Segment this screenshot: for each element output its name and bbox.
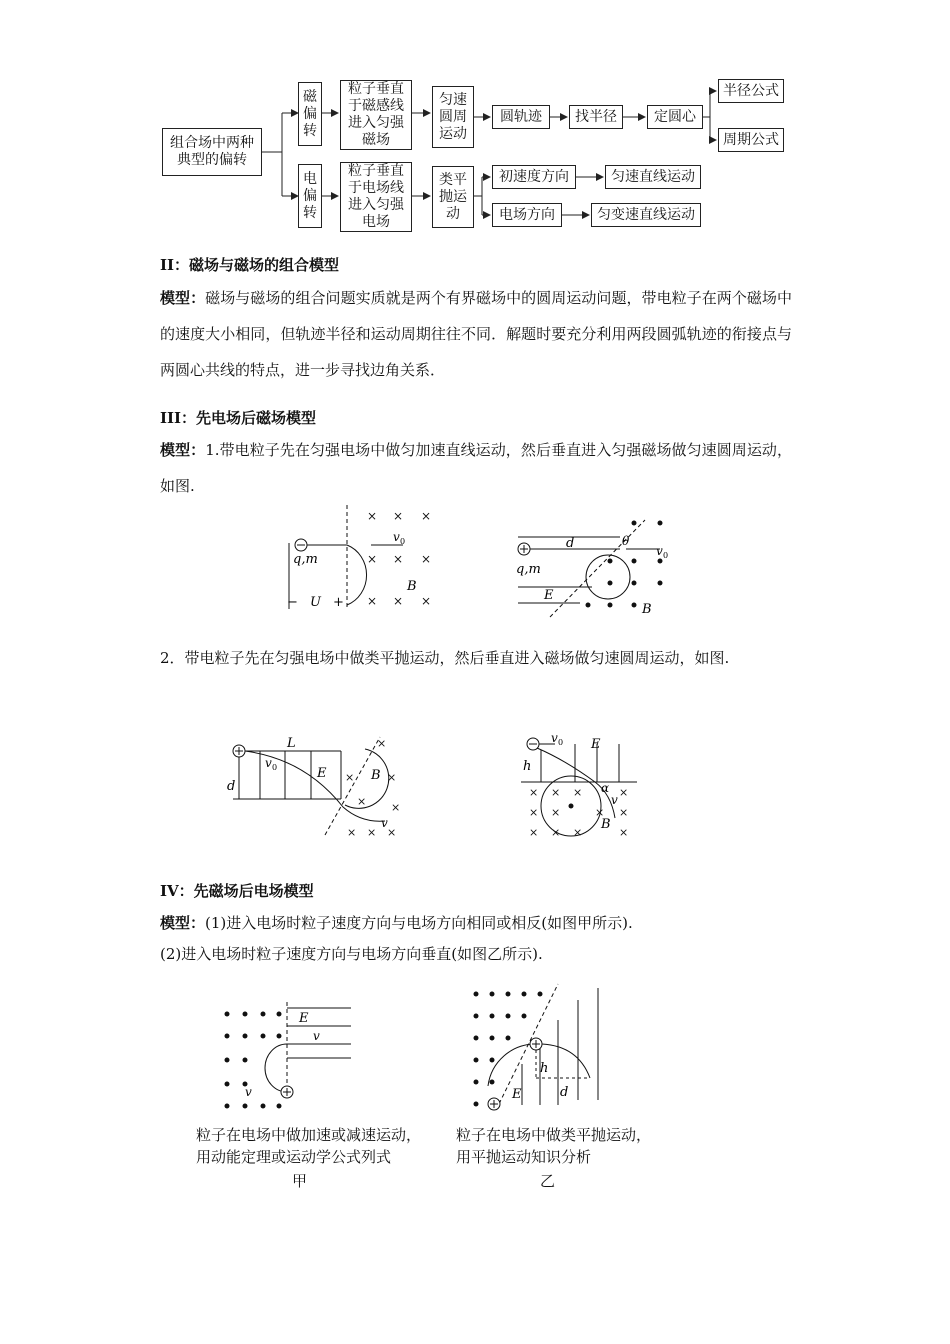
fig3a-magnetic-dots (225, 1012, 282, 1109)
section-2-heading: II：磁场与磁场的组合模型 (160, 256, 340, 274)
svg-text:×: × (367, 552, 378, 566)
svg-text:×: × (367, 509, 378, 523)
figure-projectile-down-into-magnetic (515, 730, 640, 840)
flowchart-mag-step-2: 匀速圆周运动 (432, 86, 474, 148)
svg-text:×: × (347, 826, 357, 839)
section-3-item-2: 2．带电粒子先在匀强电场中做类平抛运动，然后垂直进入磁场做匀速圆周运动，如图. (160, 649, 730, 667)
flowchart-output-uniform: 匀速直线运动 (605, 165, 701, 189)
fig2a-v-sub: 0 (272, 763, 278, 772)
svg-text:×: × (595, 806, 605, 819)
fig3b-caption (456, 1124, 651, 1168)
fig2a-v-label: v (265, 756, 272, 770)
flowchart-output-accelerated: 匀变速直线运动 (591, 203, 701, 227)
figure-electric-accel-oblique (510, 515, 675, 620)
flowchart-branch-electric: 电偏转 (298, 164, 322, 228)
fig3b-e-label: E (512, 1087, 522, 1102)
svg-text:×: × (551, 786, 561, 799)
fig2b-v-label: v (551, 731, 558, 745)
fig2a-e-label: E (317, 766, 327, 781)
figure-magnetic-then-electric-perpendicular (470, 980, 610, 1115)
fig2a-l-label: L (287, 736, 296, 751)
svg-text:×: × (391, 801, 401, 814)
svg-text:×: × (619, 806, 629, 819)
fig3a-v-bottom-label: v (245, 1085, 252, 1099)
fig2b-h-label: h (523, 759, 532, 774)
fig3b-caption-line-2: 用平抛运动知识分析 (456, 1148, 592, 1166)
flowchart-ele-step-1: 粒子垂直于电场线进入匀强电场 (340, 162, 412, 232)
fig3a-e-label: E (299, 1011, 309, 1026)
fig2b-vout-label: v (611, 793, 618, 807)
svg-text:×: × (421, 594, 432, 608)
fig1a-minus: − (287, 595, 298, 610)
svg-text:×: × (573, 786, 583, 799)
flowchart-branch-magnetic: 磁偏转 (298, 82, 322, 146)
section-2-text: 磁场与磁场的组合问题实质就是两个有界磁场中的圆周运动问题，带电粒子在两个磁场中的速度大小相同，但轨迹半径和运动周期往往不同．解题时要充分利用两段圆弧轨迹的衔接点与两圆心共线的特点，进一步寻找边角关系． (160, 289, 792, 379)
fig2a-vout-label: v (381, 816, 388, 830)
fig1a-magnetic-x-marks (367, 509, 431, 608)
fig1b-v-sub: 0 (663, 551, 669, 560)
fig2b-v-sub: 0 (558, 738, 564, 747)
section-3-item-1 (160, 432, 792, 504)
flowchart-ele-sub-1: 初速度方向 (492, 165, 576, 189)
flowchart-mag-step-1: 粒子垂直于磁感线进入匀强磁场 (340, 80, 412, 150)
flowchart-ele-step-2: 类平抛运动 (432, 166, 474, 228)
fig3a-caption-line-2: 用动能定理或运动学公式列式 (196, 1148, 392, 1166)
fig1b-e-label: E (544, 588, 554, 603)
svg-text:×: × (619, 786, 629, 799)
fig3b-caption-line-1: 粒子在电场中做类平抛运动， (456, 1126, 652, 1144)
fig1a-u-label: U (310, 595, 321, 610)
svg-text:×: × (529, 806, 539, 819)
fig3a-label: 甲 (292, 1172, 308, 1190)
fig1a-plus: + (333, 595, 344, 610)
svg-text:×: × (393, 594, 404, 608)
fig3b-h-label: h (540, 1061, 549, 1076)
section-2-paragraph (160, 280, 792, 388)
flowchart-mag-step-4: 找半径 (569, 105, 623, 129)
fig1b-theta-label: θ (622, 534, 630, 548)
section-3-item-1-text: 1.带电粒子先在匀强电场中做匀加速直线运动，然后垂直进入匀强磁场做匀速圆周运动，如图. (160, 441, 792, 495)
flowchart-mag-step-5: 定圆心 (647, 105, 703, 129)
flowchart-ele-sub-2: 电场方向 (492, 203, 562, 227)
svg-text:×: × (421, 552, 432, 566)
svg-text:×: × (377, 737, 387, 750)
fig2b-e-label: E (591, 737, 601, 752)
fig2b-b-label: B (601, 817, 611, 832)
svg-text:×: × (393, 552, 404, 566)
fig1a-q-label: q,m (293, 552, 318, 567)
flowchart-output-period: 周期公式 (718, 128, 784, 152)
flowchart-output-radius: 半径公式 (718, 79, 784, 103)
section-4-label: 模型： (160, 914, 206, 932)
fig3b-label: 乙 (540, 1172, 556, 1190)
fig2a-b-label: B (371, 768, 381, 783)
svg-text:×: × (529, 786, 539, 799)
section-2-label: 模型： (160, 289, 206, 307)
section-3-heading: III：先电场后磁场模型 (160, 409, 317, 427)
fig1a-v-sub: 0 (400, 537, 406, 546)
svg-text:×: × (387, 771, 397, 784)
svg-text:×: × (367, 826, 377, 839)
svg-text:×: × (421, 509, 432, 523)
figure-projectile-into-magnetic (225, 735, 410, 840)
fig1b-q-label: q,m (516, 562, 541, 577)
fig1a-b-label: B (407, 579, 417, 594)
svg-text:×: × (619, 826, 629, 839)
figure-electric-accel-into-magnetic (275, 505, 445, 615)
fig2a-d-label: d (227, 779, 236, 794)
svg-text:×: × (345, 771, 355, 784)
section-3-label: 模型： (160, 441, 206, 459)
svg-text:×: × (529, 826, 539, 839)
fig3b-d-label: d (560, 1085, 569, 1100)
section-4-heading: IV：先磁场后电场模型 (160, 882, 314, 900)
flowchart-mag-step-3: 圆轨迹 (492, 105, 550, 129)
fig2a-magnetic-x-marks (345, 737, 400, 839)
svg-text:×: × (393, 509, 404, 523)
svg-text:×: × (551, 826, 561, 839)
figure-magnetic-then-electric-parallel (215, 1000, 355, 1115)
svg-text:×: × (573, 826, 583, 839)
svg-text:×: × (367, 594, 378, 608)
svg-text:×: × (551, 806, 561, 819)
fig3a-v-top-label: v (313, 1029, 320, 1043)
section-4-item-2: (2)进入电场时粒子速度方向与电场方向垂直(如图乙所示). (160, 945, 543, 963)
fig1a-v-label: v (393, 530, 400, 544)
svg-text:×: × (357, 795, 367, 808)
fig3a-caption (196, 1124, 421, 1168)
flowchart-connectors (0, 0, 950, 240)
fig2b-alpha-label: α (601, 781, 610, 795)
fig3a-caption-line-1: 粒子在电场中做加速或减速运动， (196, 1126, 422, 1144)
fig1b-d-label: d (566, 536, 575, 551)
section-4-item-1-text: (1)进入电场时粒子速度方向与电场方向相同或相反(如图甲所示). (205, 914, 633, 932)
fig1b-v-label: v (656, 544, 663, 558)
svg-text:×: × (387, 826, 397, 839)
flowchart-root: 组合场中两种典型的偏转 (162, 128, 262, 176)
fig1b-b-label: B (642, 602, 652, 617)
